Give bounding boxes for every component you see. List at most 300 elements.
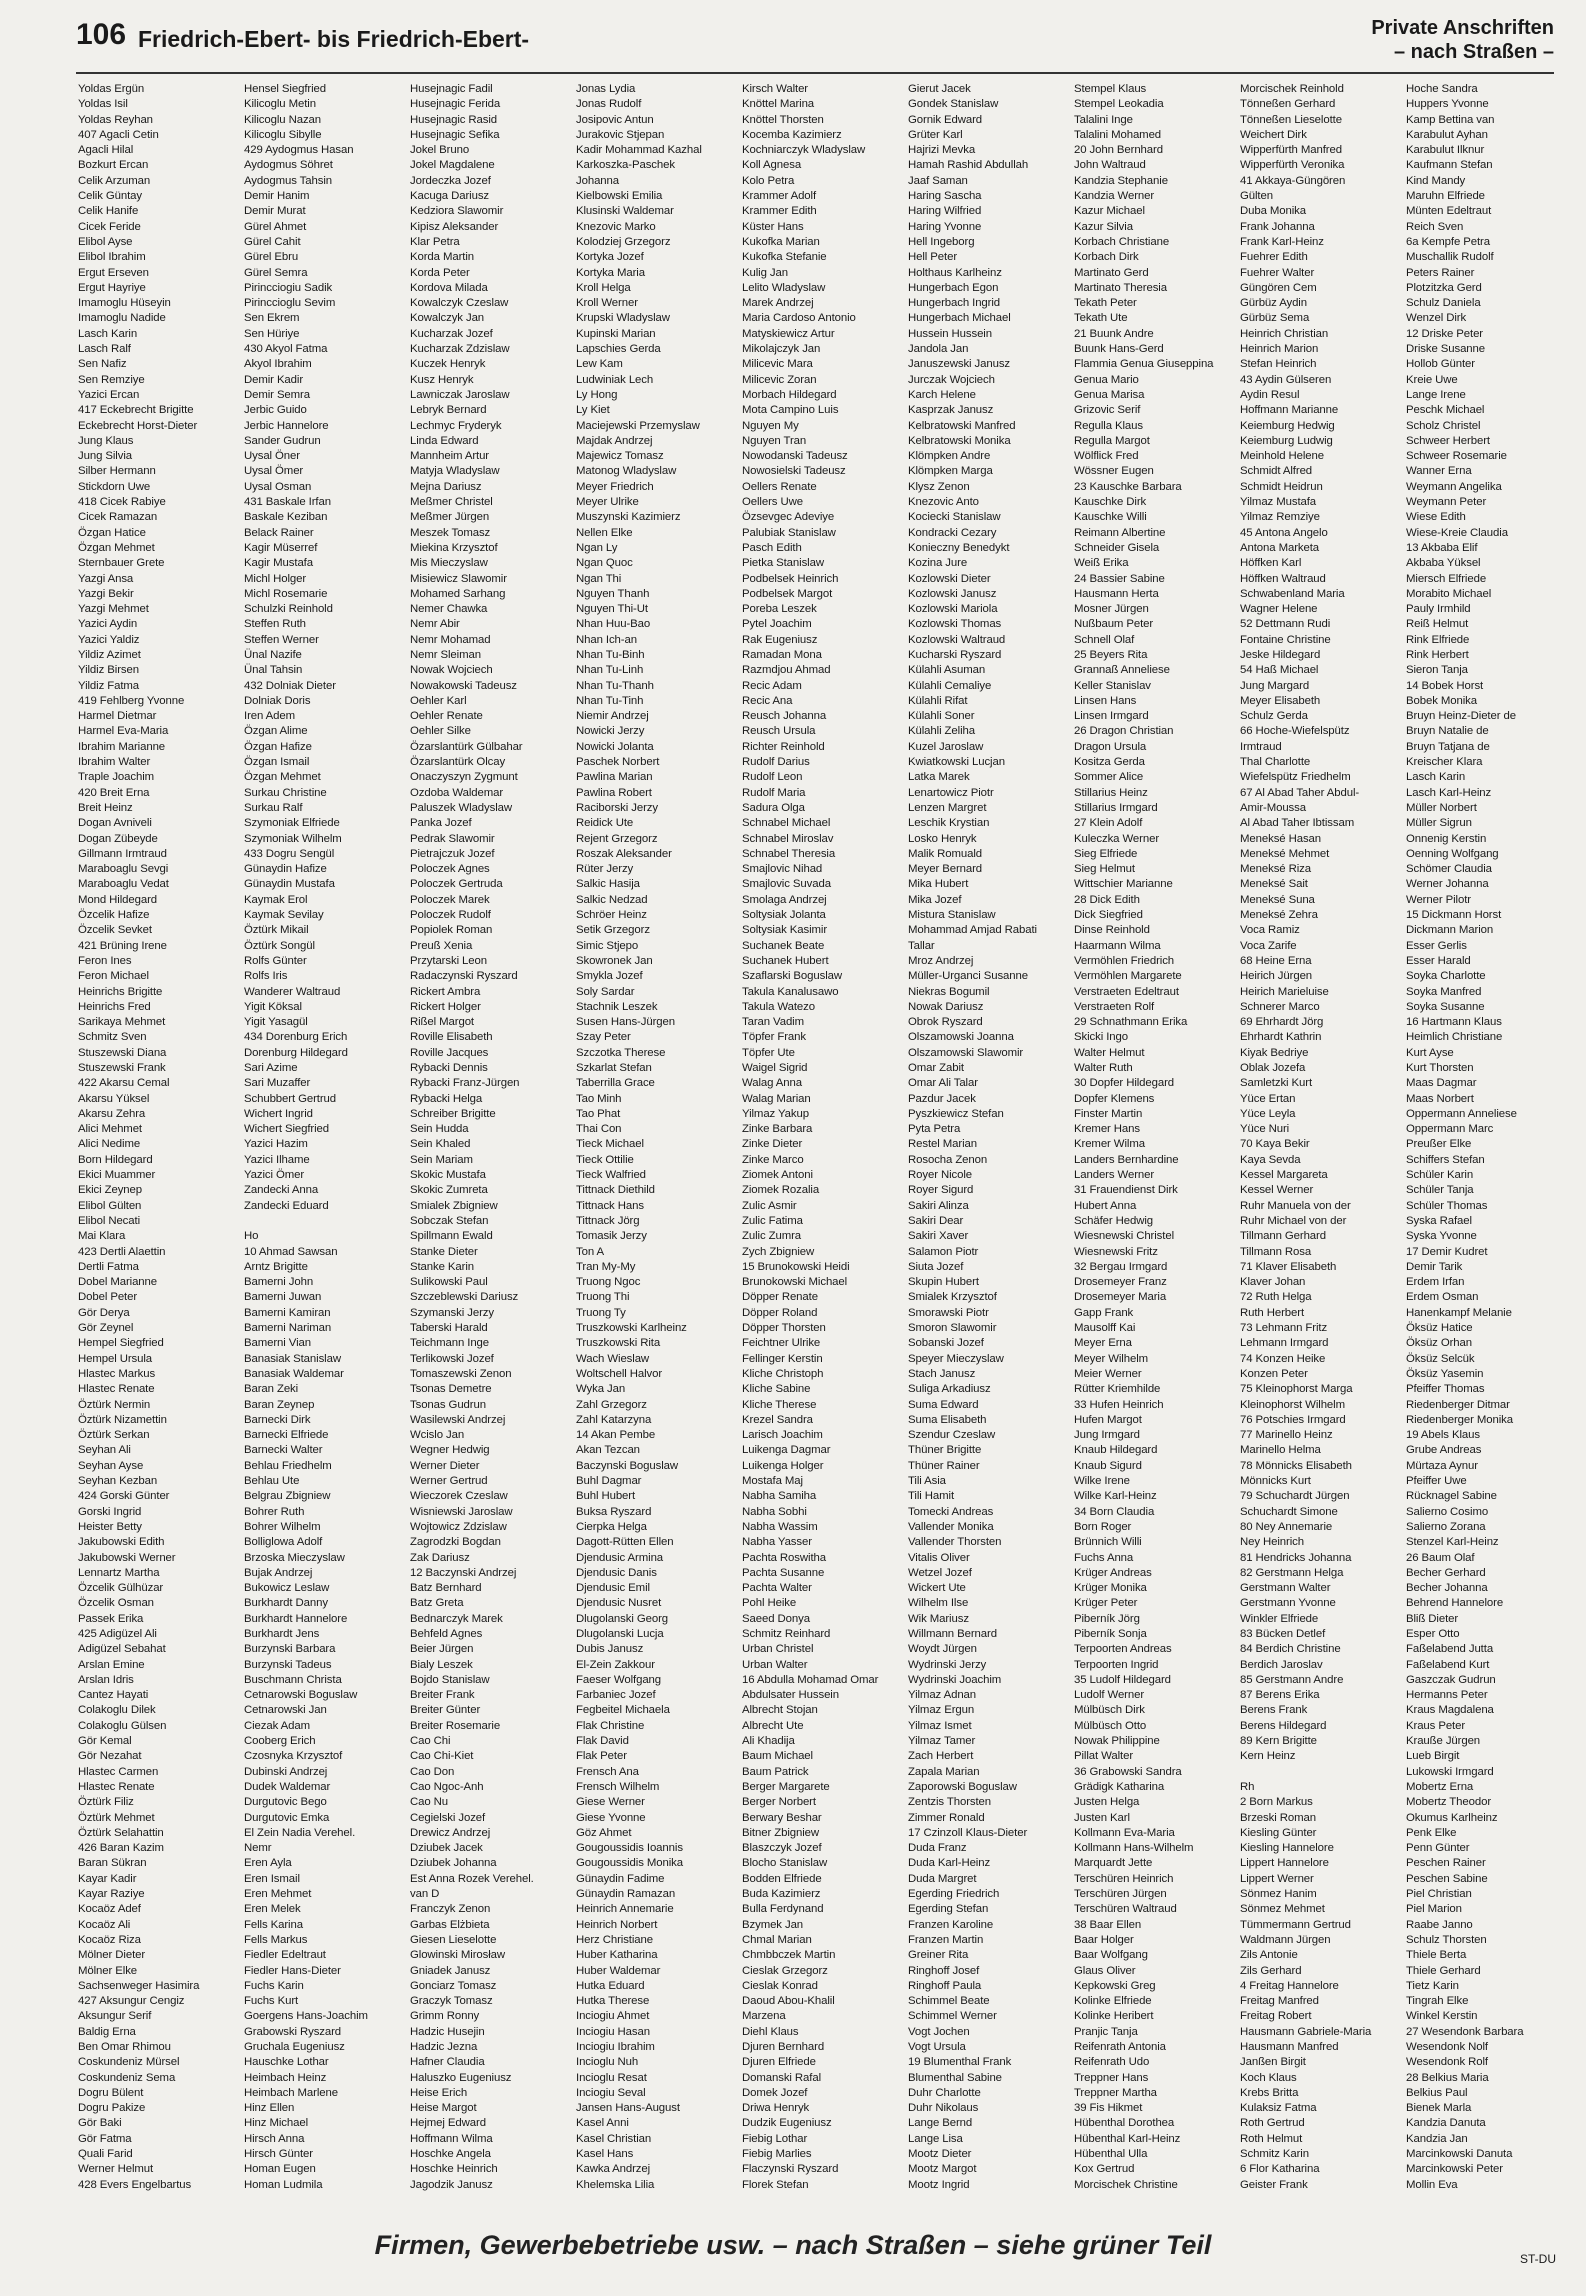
listing-entry: Duda Karl-Heinz <box>908 1857 991 1870</box>
listing-entry: Mönnicks Kurt <box>1240 1475 1311 1488</box>
listing-entry: Meyer Wilhelm <box>1074 1352 1149 1365</box>
listing-entry: Yildiz Azimet <box>78 648 141 661</box>
listing-entry: Öksüz Orhan <box>1406 1337 1473 1350</box>
listing-entry: Kilicoglu Nazan <box>244 113 322 126</box>
listing-entry: Yigit Yasagül <box>244 1016 308 1029</box>
listing-entry: Herz Christiane <box>576 1933 653 1946</box>
listing-entry: Meier Werner <box>1074 1367 1142 1380</box>
listing-entry: Born Roger <box>1074 1520 1132 1533</box>
listing-entry: Hlastec Carmen <box>78 1765 159 1778</box>
listing-entry: Kox Gertrud <box>1074 2163 1135 2176</box>
listing-entry: Maraboaglu Sevgi <box>78 863 169 876</box>
listing-entry: Lippert Hannelore <box>1240 1857 1329 1870</box>
listing-entry: El-Zein Zakkour <box>576 1658 655 1671</box>
listing-entry: Stickdorn Uwe <box>78 480 151 493</box>
listing-entry: Kaymak Erol <box>244 893 308 906</box>
listing-entry: Bobek Monika <box>1406 694 1477 707</box>
listing-entry: Raciborski Jerzy <box>576 801 658 814</box>
listing-entry: Schubbert Gertrud <box>244 1092 337 1105</box>
listing-entry: Soyka Charlotte <box>1406 970 1486 983</box>
listing-entry: Meyer Elisabeth <box>1240 694 1321 707</box>
listing-entry: 36 Grabowski Sandra <box>1074 1765 1182 1778</box>
listing-entry: Behlau Friedhelm <box>244 1459 332 1472</box>
listing-entry: 25 Beyers Rita <box>1074 648 1148 661</box>
listing-entry: Hlastec Renate <box>78 1383 155 1396</box>
listing-entry: Kauschke Willi <box>1074 511 1147 524</box>
listing-entry: Thiele Berta <box>1406 1949 1467 1962</box>
listing-entry: Roszak Aleksander <box>576 847 672 860</box>
listing-entry: Zimmer Ronald <box>908 1811 985 1824</box>
listing-entry: Kliche Sabine <box>742 1383 811 1396</box>
listing-entry: Tietz Karin <box>1406 1979 1459 1992</box>
listing-entry: Wichert Siegfried <box>244 1123 330 1136</box>
listing-entry: Hübenthal Karl-Heinz <box>1074 2132 1181 2145</box>
listing-entry: Obrok Ryszard <box>908 1016 983 1029</box>
listing-entry: Hollob Günter <box>1406 358 1475 371</box>
listing-entry: Ton A <box>576 1245 604 1258</box>
listing-entry: Schulz Daniela <box>1406 297 1481 310</box>
listing-entry: Nowak Wojciech <box>410 664 493 677</box>
listing-entry: Sönmez Mehmet <box>1240 1903 1325 1916</box>
listing-entry: Luikenga Dagmar <box>742 1444 831 1457</box>
listing-entry: Kadir Mohammad Kazhal <box>576 144 702 157</box>
listing-entry: Flammia Genua Giuseppina <box>1074 358 1214 371</box>
listing-entry: Wetzel Jozef <box>908 1566 972 1579</box>
listing-entry: 67 Al Abad Taher Abdul- <box>1240 786 1360 799</box>
listing-entry: Freitag Manfred <box>1240 1995 1319 2008</box>
listing-entry: Klömpken Marga <box>908 465 993 478</box>
listing-entry: 23 Kauschke Barbara <box>1074 480 1182 493</box>
listing-entry: Roth Gertrud <box>1240 2117 1305 2130</box>
listing-entry: Szkarlat Stefan <box>576 1062 652 1074</box>
listing-entry: Arntz Brigitte <box>244 1260 308 1273</box>
listing-entry: Oppermann Anneliese <box>1406 1107 1517 1120</box>
listing-entry: Sarikaya Mehmet <box>78 1016 166 1029</box>
listing-entry: Blocho Stanislaw <box>742 1857 828 1870</box>
listing-entry: Dertli Fatma <box>78 1260 139 1273</box>
listing-entry: Mohammad Amjad Rabati <box>908 924 1037 937</box>
listing-entry: Özsevgec Adeviye <box>742 511 835 524</box>
listing-entry: Raabe Janno <box>1406 1918 1473 1931</box>
listing-entry: Wenzel Dirk <box>1406 312 1467 325</box>
listing-entry: Oenning Wolfgang <box>1406 847 1499 860</box>
listing-entry: Özarslantürk Olcay <box>410 756 506 769</box>
listing-entry: Mika Hubert <box>908 878 969 891</box>
listing-entry: 78 Mönnicks Elisabeth <box>1240 1459 1352 1472</box>
listing-entry: Burkhardt Hannelore <box>244 1612 348 1625</box>
listing-entry: Ringhoff Paula <box>908 1979 982 1992</box>
listing-entry: Wojtowicz Zdzislaw <box>410 1520 507 1533</box>
listing-entry: Cieslak Konrad <box>742 1979 818 1992</box>
listing-entry: Klömpken Andre <box>908 450 991 463</box>
listing-entry: Preuß Xenia <box>410 939 473 952</box>
listing-entry: Bruyn Tatjana de <box>1406 740 1490 753</box>
listing-entry: Reidick Ute <box>576 817 634 830</box>
listing-entry: Blumenthal Sabine <box>908 2071 1002 2084</box>
listing-entry: Rink Elfriede <box>1406 633 1470 646</box>
listing-entry: Werner Dieter <box>410 1459 480 1472</box>
listing-entry: Schulz Thorsten <box>1406 1933 1487 1946</box>
listing-entry: Wipperfürth Manfred <box>1240 144 1342 157</box>
listing-entry: Kreischer Klara <box>1406 756 1483 769</box>
listing-entry: Szay Peter <box>576 1031 631 1044</box>
listing-entry: Incioglu Resat <box>576 2071 647 2084</box>
listing-entry: 83 Bücken Detlef <box>1240 1627 1326 1640</box>
listing-entry: Koll Agnesa <box>742 159 802 172</box>
listing-entry: Okumus Karlheinz <box>1406 1811 1498 1824</box>
listing-entry: Batz Greta <box>410 1597 464 1610</box>
listing-entry: Syska Yvonne <box>1406 1230 1477 1243</box>
listing-entry: Kiesling Hannelore <box>1240 1842 1334 1855</box>
listing-entry: Flak Christine <box>576 1719 645 1732</box>
listing-entry: Irmtraud <box>1240 740 1282 753</box>
listing-entry: Stempel Leokadia <box>1074 98 1164 111</box>
listing-entry: Zandecki Eduard <box>244 1199 329 1212</box>
listing-entry: Werner Pilotr <box>1406 893 1471 906</box>
listing-entry: Meneksé Mehmet <box>1240 847 1330 860</box>
listing-entry: Flaczynski Ryszard <box>742 2163 839 2176</box>
listing-entry: Szczotka Therese <box>576 1046 666 1059</box>
listing-entry: Tao Minh <box>576 1092 622 1105</box>
listing-entry: Nabha Samiha <box>742 1490 817 1503</box>
listing-entry: Hirsch Anna <box>244 2132 305 2145</box>
listing-entry: Baum Michael <box>742 1750 813 1763</box>
listing-entry: Sönmez Hanim <box>1240 1888 1317 1901</box>
listing-entry: Kilicoglu Metin <box>244 98 316 111</box>
listing-entry: Podbelsek Heinrich <box>742 572 839 585</box>
listing-entry: Nhan Tu-Linh <box>576 664 644 677</box>
listing-entry: 29 Schnathmann Erika <box>1074 1016 1188 1029</box>
listing-entry: Hejmej Edward <box>410 2117 486 2130</box>
listing-entry: Bialy Leszek <box>410 1658 473 1671</box>
listing-entry: Thai Con <box>576 1123 622 1136</box>
listing-entry: Verstraeten Rolf <box>1074 1000 1155 1013</box>
listing-entry: Cetnarowski Jan <box>244 1704 327 1717</box>
listing-entry: Yildiz Birsen <box>78 664 139 677</box>
listing-entry: Lukowski Irmgard <box>1406 1765 1494 1778</box>
listing-entry: Sein Khaled <box>410 1138 471 1151</box>
listing-entry: Skokic Zumreta <box>410 1184 488 1197</box>
listing-entry: Karabulut Ilknur <box>1406 144 1485 157</box>
listing-entry: Djendusic Emil <box>576 1582 650 1595</box>
listing-entry: Kremer Hans <box>1074 1123 1140 1136</box>
listing-entry: Suma Edward <box>908 1398 979 1411</box>
listing-entry: Knaub Hildegard <box>1074 1444 1158 1457</box>
listing-entry: Külahli Asuman <box>908 664 986 677</box>
listing-entry: Coskundeniz Mürsel <box>78 2056 180 2069</box>
listing-entry: Schwabenland Maria <box>1240 587 1345 600</box>
listing-entry: Sadura Olga <box>742 801 805 814</box>
listing-entry: Hadzic Jezna <box>410 2041 478 2053</box>
listing-entry: 89 Kern Brigitte <box>1240 1735 1317 1748</box>
listing-entry: Lenzen Margret <box>908 801 987 814</box>
listing-entry: Barnecki Walter <box>244 1444 323 1457</box>
listing-entry: Jansen Hans-August <box>576 2102 680 2115</box>
listing-entry: Schiffers Stefan <box>1406 1153 1485 1166</box>
listing-entry: Chmbbczek Martin <box>742 1949 836 1962</box>
listing-entry: Baskale Keziban <box>244 511 328 524</box>
listing-entry: Maruhn Elfriede <box>1406 190 1485 203</box>
listing-entry: Zahl Katarzyna <box>576 1413 652 1426</box>
listing-entry: Özgan Mehmet <box>78 541 155 554</box>
listing-entry: Mölner Elke <box>78 1964 138 1977</box>
listing-entry: Jakubowski Edith <box>78 1536 165 1549</box>
listing-entry: Soltysiak Jolanta <box>742 909 826 922</box>
listing-entry: Dudzik Eugeniusz <box>742 2117 832 2130</box>
listing-entry: Pytel Joachim <box>742 618 812 631</box>
listing-entry: Haring Wilfried <box>908 205 982 218</box>
listing-entry: Martinato Gerd <box>1074 266 1149 279</box>
listing-entry: Nowak Dariusz <box>908 1000 984 1013</box>
listing-entry: Quali Farid <box>78 2148 133 2161</box>
listing-entry: Nemer Chawka <box>410 603 488 616</box>
listing-entry: Huber Katharina <box>576 1949 658 1962</box>
listing-entry: Cao Nu <box>410 1796 449 1809</box>
listing-entry: Hutka Eduard <box>576 1979 645 1992</box>
listing-entry: Vermöhlen Friedrich <box>1074 954 1175 967</box>
listing-entry: Winkler Elfriede <box>1240 1612 1319 1625</box>
listing-entry: Kuzel Jaroslaw <box>908 740 984 753</box>
listing-entry: Tieck Ottilie <box>576 1153 634 1166</box>
listing-entry: Gillmann Irmtraud <box>78 847 167 860</box>
listing-entry: Rybacki Dennis <box>410 1062 488 1074</box>
listing-entry: Meyer Friedrich <box>576 480 654 493</box>
listing-entry: Sommer Alice <box>1074 771 1144 784</box>
listing-entry: Hajrizi Mevka <box>908 144 976 157</box>
listing-entry: Losko Henryk <box>908 832 977 845</box>
listing-entry: Kowalczyk Czeslaw <box>410 297 509 310</box>
listing-entry: Dlugolanski Georg <box>576 1612 669 1625</box>
listing-entry: Nguyen Thi-Ut <box>576 603 648 616</box>
listing-entry: Marcinkowski Peter <box>1406 2163 1503 2176</box>
listing-entry: Bamerni Nariman <box>244 1322 332 1335</box>
listing-entry: Akan Tezcan <box>576 1444 640 1457</box>
listing-entry: Franzen Karoline <box>908 1918 994 1931</box>
listing-entry: Urban Walter <box>742 1658 808 1671</box>
listing-entry: Kelbratowski Manfred <box>908 419 1016 432</box>
listing-entry: 27 Wesendonk Barbara <box>1406 2025 1524 2038</box>
listing-entry: Michl Holger <box>244 572 307 585</box>
listing-entry: Baran Zeynep <box>244 1398 315 1411</box>
listing-entry: Piel Marion <box>1406 1903 1462 1916</box>
listing-entry: Esper Otto <box>1406 1627 1460 1640</box>
listing-entry: Salamon Piotr <box>908 1245 979 1258</box>
listing-entry: Klusinski Waldemar <box>576 205 674 218</box>
listing-entry: Esser Harald <box>1406 954 1471 967</box>
listing-entry <box>244 1214 408 1229</box>
listing-entry: Stanke Karin <box>410 1260 475 1273</box>
listing-entry: Gülten <box>1240 190 1273 203</box>
listing-entry: Peters Rainer <box>1406 266 1475 279</box>
listing-entry: Fuehrer Walter <box>1240 266 1315 279</box>
listing-column-4 <box>576 82 740 2192</box>
listing-entry: Szymanski Jerzy <box>410 1306 494 1319</box>
listing-entry: Berens Hildegard <box>1240 1719 1327 1732</box>
listing-entry: Duhr Charlotte <box>908 2086 981 2099</box>
listing-entry: Szendur Czeslaw <box>908 1429 996 1442</box>
listing-entry: Kowalczyk Jan <box>410 312 485 325</box>
listing-entry: Burzynski Tadeus <box>244 1658 332 1671</box>
listing-entry: Wilke Irene <box>1074 1475 1130 1488</box>
listing-entry: Schömer Claudia <box>1406 863 1492 876</box>
listing-entry: Lasch Karl-Heinz <box>1406 786 1492 799</box>
listing-entry: Meyer Ulrike <box>576 496 639 509</box>
listing-entry: Pazdur Jacek <box>908 1092 976 1105</box>
listing-entry: Tomecki Andreas <box>908 1505 994 1518</box>
listing-entry: Kroll Helga <box>576 281 631 294</box>
listing-entry: Küster Hans <box>742 220 804 233</box>
listing-entry: Pietrajczuk Jozef <box>410 847 495 860</box>
listing-entry: Özcelik Hafize <box>78 909 150 922</box>
listing-entry: Özgan Hafize <box>244 740 312 753</box>
listing-entry: Yoldas Isil <box>78 98 128 111</box>
listing-entry: Heinrichs Fred <box>78 1000 151 1013</box>
listing-entry: Knezovic Marko <box>576 220 656 233</box>
listing-entry: 30 Dopfer Hildegard <box>1074 1077 1175 1090</box>
listing-column-5 <box>742 82 906 2192</box>
listing-entry: Hell Peter <box>908 251 958 264</box>
listing-entry: Heirich Jürgen <box>1240 970 1313 983</box>
listing-entry: Baran Zeki <box>244 1383 299 1396</box>
listing-entry: Kucharzak Jozef <box>410 327 493 340</box>
listing-entry: Ali Khadija <box>742 1735 795 1748</box>
listing-entry: Takula Kanalusawo <box>742 985 839 998</box>
listing-entry: Matyskiewicz Artur <box>742 327 835 340</box>
listing-entry: Josipovic Antun <box>576 113 654 126</box>
listing-entry: Kortyka Jozef <box>576 251 644 264</box>
listing-entry: Buhl Dagmar <box>576 1475 642 1488</box>
listing-entry: Aydogmus Söhret <box>244 159 333 172</box>
listing-entry: Arslan Idris <box>78 1673 134 1686</box>
listing-entry: Smajlovic Nihad <box>742 863 823 876</box>
listing-entry: Zych Zbigniew <box>742 1245 815 1258</box>
listing-entry: Cao Chi <box>410 1735 451 1748</box>
listing-entry: 26 Dragon Christian <box>1074 725 1174 738</box>
listing-entry: Belkius Paul <box>1406 2086 1468 2099</box>
listing-entry: Marinello Helma <box>1240 1444 1321 1457</box>
listing-entry: Grannaß Anneliese <box>1074 664 1170 677</box>
listing-entry: Voca Ramiz <box>1240 924 1300 937</box>
listing-entry: Kandzia Jan <box>1406 2132 1468 2145</box>
listing-entry: 24 Bassier Sabine <box>1074 572 1165 585</box>
listing-entry: Kirsch Walter <box>742 83 808 95</box>
listing-entry: Morbach Hildegard <box>742 388 837 401</box>
listing-entry: Nhan Ich-an <box>576 633 637 646</box>
listing-entry: Batz Bernhard <box>410 1582 482 1595</box>
listing-entry: Homan Eugen <box>244 2163 316 2176</box>
listing-entry: Kusz Henryk <box>410 373 474 386</box>
listing-entry: Muschallik Rudolf <box>1406 251 1494 264</box>
listing-entry: Driwa Henryk <box>742 2102 810 2115</box>
listing-entry: Justen Karl <box>1074 1811 1130 1824</box>
listing-entry: Chmal Marian <box>742 1933 812 1946</box>
listing-entry: Rudolf Leon <box>742 771 803 784</box>
listing-entry: Behfeld Agnes <box>410 1627 483 1640</box>
listing-entry: Bohrer Wilhelm <box>244 1520 321 1533</box>
listing-entry: Kozina Jure <box>908 557 968 570</box>
listing-entry: Glaus Oliver <box>1074 1964 1136 1977</box>
listing-entry: Dolniak Doris <box>244 694 311 707</box>
listing-entry: Müller Sigrun <box>1406 817 1472 830</box>
listing-entry: Sakiri Xaver <box>908 1230 969 1243</box>
listing-entry: Gornik Edward <box>908 113 983 126</box>
listing-entry: Maas Norbert <box>1406 1092 1474 1105</box>
listing-entry: Yazici Yaldiz <box>78 633 140 646</box>
listing-entry: Kondracki Cezary <box>908 526 997 539</box>
listing-entry: Hoschke Angela <box>410 2148 491 2161</box>
listing-entry: Ziomek Antoni <box>742 1169 813 1182</box>
listing-entry: Spillmann Ewald <box>410 1230 493 1243</box>
listing-entry: Surkau Christine <box>244 786 327 799</box>
listing-entry: Panka Jozef <box>410 817 472 830</box>
listing-entry: Eren Melek <box>244 1903 301 1916</box>
listing-entry: Truong Ty <box>576 1306 626 1319</box>
listing-entry: Antona Marketa <box>1240 541 1320 554</box>
listing-entry: Kasel Hans <box>576 2148 634 2161</box>
listing-entry: Faßelabend Kurt <box>1406 1658 1490 1671</box>
listing-entry: Vallender Monika <box>908 1520 994 1533</box>
listing-entry: Kordova Milada <box>410 281 488 294</box>
listing-entry: Freitag Robert <box>1240 2010 1312 2023</box>
listing-entry: Kayar Raziye <box>78 1888 145 1901</box>
listing-entry: Sen Ekrem <box>244 312 300 325</box>
listing-entry: Zandecki Anna <box>244 1184 319 1197</box>
listing-entry: Inciogiu Hasan <box>576 2025 650 2038</box>
listing-entry: 419 Fehlberg Yvonne <box>78 694 185 707</box>
listing-entry: Kazur Michael <box>1074 205 1145 218</box>
listing-entry: Ergut Hayriye <box>78 281 146 294</box>
listing-entry: Lueb Birgit <box>1406 1750 1460 1763</box>
listing-entry: Öztürk Songül <box>244 939 315 952</box>
listing-entry: Lasch Karin <box>1406 771 1466 784</box>
listing-entry: Breiter Günter <box>410 1704 481 1717</box>
listing-entry: Pfeiffer Uwe <box>1406 1475 1467 1488</box>
listing-entry: Fiedler Hans-Dieter <box>244 1964 341 1977</box>
header-rule <box>76 72 1554 74</box>
listing-entry: Jurczak Wojciech <box>908 373 995 386</box>
listing-entry: 17 Czinzoll Klaus-Dieter <box>908 1826 1028 1839</box>
listing-entry: Durgutovic Bego <box>244 1796 327 1809</box>
listing-entry: Kocemba Kazimierz <box>742 128 842 141</box>
listing-entry: Cao Don <box>410 1765 455 1778</box>
listing-entry: Rudolf Maria <box>742 786 806 799</box>
listing-entry: Bohrer Ruth <box>244 1505 305 1518</box>
listing-entry: Dziubek Johanna <box>410 1857 497 1870</box>
listing-entry: Plotzitzka Gerd <box>1406 281 1482 294</box>
listing-entry: Tittnack Jörg <box>576 1214 640 1227</box>
listing-entry: Schimmel Werner <box>908 2010 997 2023</box>
listing-entry: 31 Frauendienst Dirk <box>1074 1184 1178 1197</box>
listing-entry: Buschmann Christa <box>244 1673 342 1686</box>
listing-entry: Lapschies Gerda <box>576 343 661 356</box>
listing-entry: Popiolek Roman <box>410 924 493 937</box>
listing-entry: Sternbauer Grete <box>78 557 165 570</box>
listing-entry: Güngören Cem <box>1240 281 1317 294</box>
listing-entry: Rütter Kriemhilde <box>1074 1383 1161 1396</box>
listing-entry: Kukofka Marian <box>742 235 820 248</box>
listing-entry: Öksüz Yasemin <box>1406 1367 1484 1380</box>
listing-entry: Bujak Andrzej <box>244 1566 313 1579</box>
listing-entry: Öztürk Mikail <box>244 924 309 937</box>
listing-entry: Dogan Avniveli <box>78 817 152 830</box>
listing-entry: Bamerni John <box>244 1276 314 1289</box>
listing-entry: Holthaus Karlheinz <box>908 266 1002 279</box>
listing-entry: Albrecht Ute <box>742 1719 804 1732</box>
listing-entry: Piel Christian <box>1406 1888 1472 1901</box>
listing-entry: Jakubowski Werner <box>78 1551 176 1564</box>
listing-entry: Celik Güntay <box>78 190 143 203</box>
listing-entry: Stach Janusz <box>908 1367 976 1380</box>
